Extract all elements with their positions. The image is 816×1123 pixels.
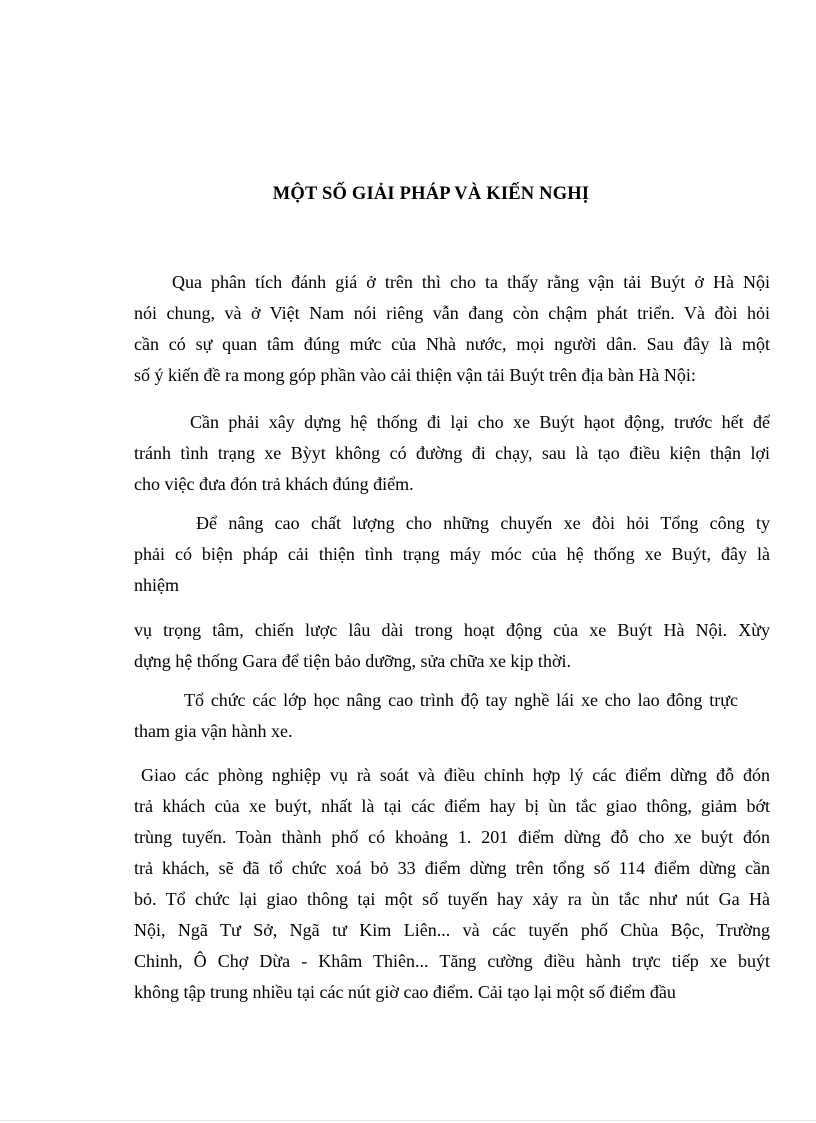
- page-bottom-edge: [0, 1120, 816, 1121]
- paragraph-5-line-2: tham gia vận hành xe.: [134, 721, 293, 741]
- paragraph-6-line-1: Giao các phòng nghiệp vụ rà soát và điều chỉnh hợp lý các điểm dừng đỗ đón: [141, 765, 770, 785]
- paragraph-6-line-2: trả khách của xe buýt, nhất là tại các điểm hay bị ùn tắc giao thông, giảm bớt: [134, 796, 770, 816]
- paragraph-1-line-1: Qua phân tích đánh giá ở trên thì cho ta thấy rằng vận tải Buýt ở Hà Nội: [172, 272, 770, 292]
- paragraph-6-line-8: không tập trung nhiều tại các nút giờ cao điểm. Cải tạo lại một số điểm đầu: [134, 982, 676, 1002]
- paragraph-3-line-1: Để nâng cao chất lượng cho những chuyến xe đòi hỏi Tổng công ty: [196, 513, 770, 533]
- document-title: MỘT SỐ GIẢI PHÁP VÀ KIẾN NGHỊ: [272, 184, 590, 204]
- paragraph-6-line-4: trả khách, sẽ đã tổ chức xoá bỏ 33 điểm dừng trên tổng số 114 điểm dừng cần: [134, 858, 770, 878]
- paragraph-6-line-7: Chinh, Ô Chợ Dừa - Khâm Thiên... Tăng cường điều hành trực tiếp xe buýt: [134, 951, 770, 971]
- paragraph-1-line-2: nói chung, và ở Việt Nam nói riêng vẫn đang còn chậm phát triển. Và đòi hỏi: [134, 303, 770, 323]
- paragraph-3-line-3: nhiệm: [134, 575, 179, 595]
- paragraph-1-line-4: số ý kiến đề ra mong góp phần vào cải thiện vận tải Buýt trên địa bàn Hà Nội:: [134, 365, 696, 385]
- paragraph-1-line-3: cần có sự quan tâm đúng mức của Nhà nước, mọi người dân. Sau đây là một: [134, 334, 770, 354]
- paragraph-6-line-6: Nội, Ngã Tư Sở, Ngã tư Kim Liên... và các tuyến phố Chùa Bộc, Trường: [134, 920, 770, 940]
- paragraph-2-line-3: cho việc đưa đón trả khách đúng điểm.: [134, 474, 414, 494]
- paragraph-2-line-1: Cần phải xây dựng hệ thống đi lại cho xe Buýt hạot động, trước hết để: [190, 412, 770, 432]
- paragraph-6-line-5: bỏ. Tổ chức lại giao thông tại một số tuyến hay xảy ra ùn tắc như nút Ga Hà: [134, 889, 770, 909]
- paragraph-3-line-2: phải có biện pháp cải thiện tình trạng máy móc của hệ thống xe Buýt, đây là: [134, 544, 770, 564]
- paragraph-6-line-3: trùng tuyến. Toàn thành phố có khoảng 1. 201 điểm dừng đỗ cho xe buýt đón: [134, 827, 770, 847]
- paragraph-5-line-1: Tổ chức các lớp học nâng cao trình độ tay nghề lái xe cho lao đông trực: [184, 690, 738, 710]
- paragraph-4-line-1: vụ trọng tâm, chiến lược lâu dài trong hoạt động của xe Buýt Hà Nội. Xừy: [134, 620, 770, 640]
- paragraph-2-line-2: tránh tình trạng xe Bỳyt không có đường đi chạy, sau là tạo điều kiện thận lợi: [134, 443, 770, 463]
- paragraph-4-line-2: dựng hệ thống Gara để tiện bảo dưỡng, sửa chữa xe kịp thời.: [134, 651, 571, 671]
